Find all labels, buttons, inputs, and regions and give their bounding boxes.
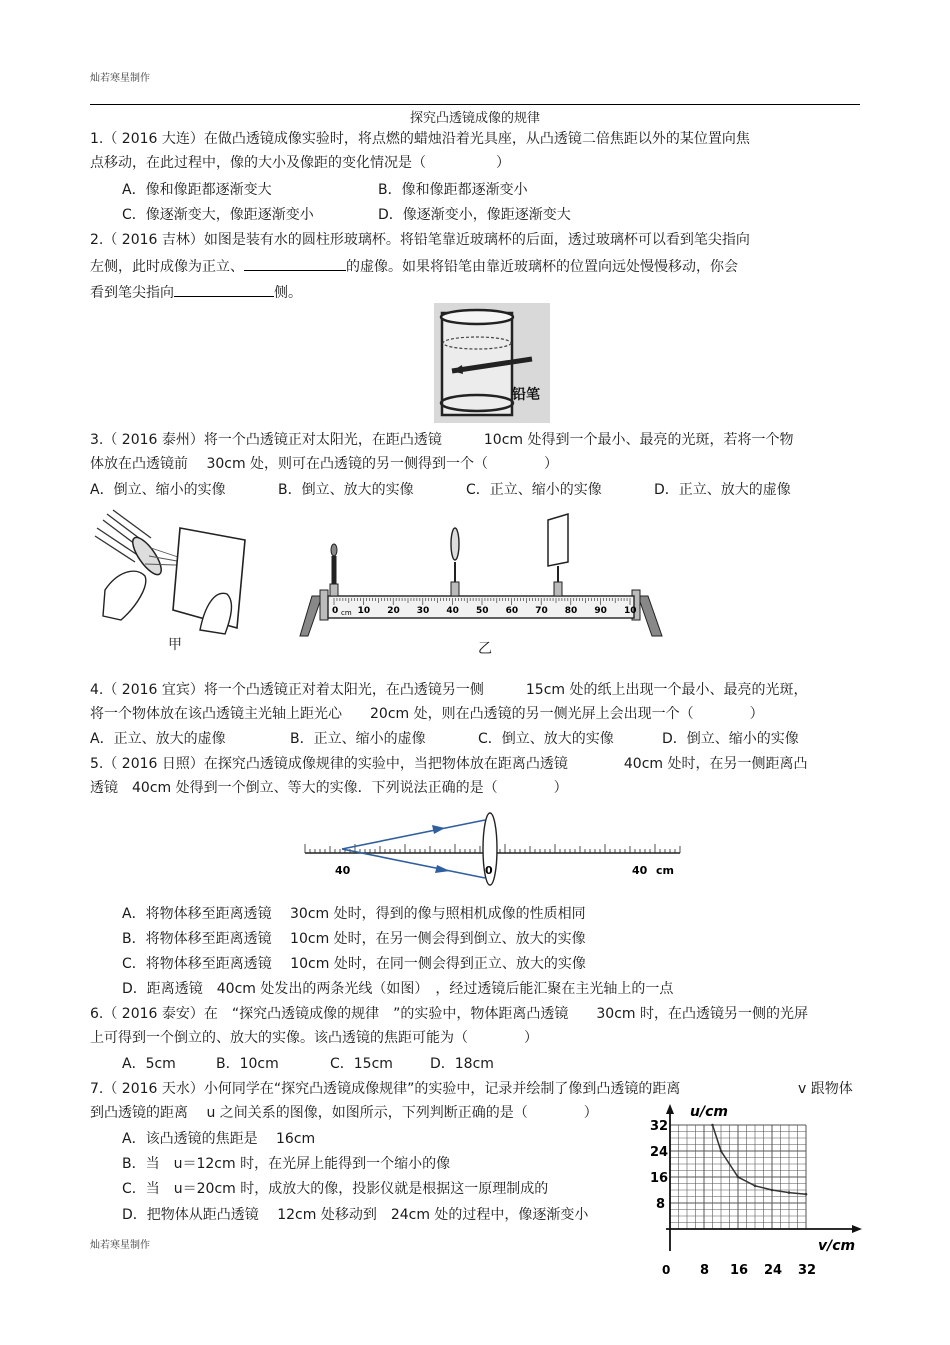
x-axis-arrow [852,1225,862,1233]
q2-line2-part2: 的虚像。如果将铅笔由靠近玻璃杯的位置向远处慢慢移动，你会 [346,259,738,275]
x-tick-label: 32 [798,1263,817,1278]
footer-brand: 灿若寒星制作 [90,1240,150,1251]
q6-stem-line1: 6.（ 2016 泰安）在 “探究凸透镜成像的规律 ”的实验中，物体距离凸透镜 30cm 时，在凸透镜另一侧的光屏 [90,1006,808,1022]
lens-ray-figure [300,808,685,884]
page-title: 探究凸透镜成像的规律 [409,111,540,126]
chart-ticks [650,1119,816,1278]
q7-option-c: C．当 u＝20cm 时，成放大的像，投影仪就是根据这一原理制成的 [122,1181,549,1197]
figure-caption-yi: 乙 [478,641,492,657]
bench-tick-label: 20 [387,606,400,616]
y-tick-label: 16 [650,1171,669,1186]
optical-bench-figure [300,512,670,640]
bench-tick-label: 90 [594,606,607,616]
q4-option-d: D．倒立、缩小的实像 [662,731,799,747]
ray-label-unit: cm [656,864,674,877]
bench-tick-label: 70 [535,606,548,616]
pencil-label: 铅笔 [512,387,540,403]
q2-line2-part1: 左侧，此时成像为正立、 [90,259,244,275]
q7-stem-line2: 到凸透镜的距离 u 之间关系的图像，如图所示，下列判断正确的是（ ） [90,1105,598,1121]
chart-points [711,1124,807,1196]
chart-ylabel: u/cm [690,1104,728,1120]
q4-stem-line1: 4.（ 2016 宜宾）将一个凸透镜正对着太阳光，在凸透镜另一侧 15cm 处的纸上出现一个最小、最亮的光斑， [90,682,808,698]
bench-tick-label: 10 [357,606,371,616]
q5-option-b: B．将物体移至距离透镜 10cm 处时，在另一侧会得到倒立、放大的实像 [122,931,586,947]
ray-arrow-upper [432,825,445,834]
q3-stem-line1: 3.（ 2016 泰州）将一个凸透镜正对太阳光，在距凸透镜 10cm 处得到一个最小、最亮的光斑，若将一个物 [90,432,794,448]
q6-option-b: B．10cm [216,1056,279,1072]
data-point [737,1176,740,1179]
data-point [720,1150,723,1153]
q2-stem-line1: 2.（ 2016 吉林）如图是装有水的圆柱形玻璃杯。将铅笔靠近玻璃杯的后面，透过玻璃杯可以看到笔尖指向 [90,232,750,248]
figure-caption-jia: 甲 [168,637,182,653]
q4-option-c: C．倒立、放大的实像 [478,731,614,747]
q3-option-d: D．正立、放大的虚像 [654,482,791,498]
y-tick-label: 32 [650,1119,669,1134]
data-point [771,1189,774,1192]
bench-tick-label: 50 [476,606,489,616]
q7-stem-line1-end: v 跟物体 [798,1081,853,1097]
y-axis-arrow [666,1104,674,1114]
q6-option-d: D．18cm [430,1056,494,1072]
q4-option-b: B．正立、缩小的虚像 [290,731,426,747]
q5-option-d: D．距离透镜 40cm 处发出的两条光线（如图） ，经过透镜后能汇聚在主光轴上的一点 [122,981,674,997]
q4-option-a: A．正立、放大的虚像 [90,731,226,747]
q3-option-b: B．倒立、放大的实像 [278,482,414,498]
y-tick-label: 24 [650,1145,669,1160]
q2-stem-line3 [90,282,302,302]
q5-option-a: A．将物体移至距离透镜 30cm 处时，得到的像与照相机成像的性质相同 [122,906,586,922]
bench-tick-label: 10 [624,606,637,616]
q2-stem-line2 [90,256,738,276]
q2-blank-1 [244,256,346,271]
ray-arrow-lower [435,865,450,873]
q1-option-b: B．像和像距都逐渐变小 [378,182,528,198]
uv-curve [713,1125,807,1194]
data-point [788,1191,791,1194]
q5-stem-line1: 5.（ 2016 日照）在探究凸透镜成像规律的实验中，当把物体放在距离凸透镜 40cm 处时，在另一侧距离凸 [90,756,808,772]
bench-tick-label: 80 [564,606,578,616]
glass-pencil-figure [434,303,550,423]
x-tick-label: 8 [700,1263,710,1278]
bench-tick-label: 40 [446,606,459,616]
sunlight-lens-figure [95,510,250,635]
data-point [711,1124,714,1127]
q1-stem-line2: 点移动，在此过程中，像的大小及像距的变化情况是（ ） [90,155,510,171]
chart-xlabel: v/cm [818,1238,856,1254]
q1-option-a: A．像和像距都逐渐变大 [122,182,272,198]
q1-option-c: C．像逐渐变大，像距逐渐变小 [122,207,314,223]
q4-stem-line2: 将一个物体放在该凸透镜主光轴上距光心 20cm 处，则在凸透镜的另一侧光屏上会出现一个（ ） [90,706,764,722]
q2-line3-part2: 侧。 [274,285,302,301]
q3-option-a: A．倒立、缩小的实像 [90,482,226,498]
q7-option-b: B．当 u＝12cm 时，在光屏上能得到一个缩小的像 [122,1156,451,1172]
q6-stem-line2: 上可得到一个倒立的、放大的实像。该凸透镜的焦距可能为（ ） [90,1030,538,1046]
q2-line3-part1: 看到笔尖指向 [90,285,174,301]
q5-stem-line2: 透镜 40cm 处得到一个倒立、等大的实像．下列说法正确的是（ ） [90,780,568,796]
header-rule [90,104,860,105]
q3-stem-line2: 体放在凸透镜前 30cm 处，则可在凸透镜的另一侧得到一个（ ） [90,456,559,472]
q2-blank-2 [174,282,274,297]
ray-label-right: 40 [632,864,648,877]
q3-option-c: C．正立、缩小的实像 [466,482,602,498]
q7-stem-line1: 7.（ 2016 天水）小何同学在“探究凸透镜成像规律”的实验中，记录并绘制了像到凸透镜的距离 [90,1081,681,1097]
uv-chart [640,1102,870,1282]
q5-option-c: C．将物体移至距离透镜 10cm 处时，在同一侧会得到正立、放大的实像 [122,956,586,972]
q6-option-a: A．5cm [122,1056,176,1072]
y-tick-label: 8 [656,1197,666,1212]
q1-option-d: D．像逐渐变小，像距逐渐变大 [378,207,571,223]
q7-option-a: A．该凸透镜的焦距是 16cm [122,1131,316,1147]
bench-tick-label: 30 [416,606,430,616]
bench-unit-label: cm [341,609,352,617]
bench-tick-label: 0 [332,606,339,616]
ray-label-mid: 0 [485,864,493,877]
chart-origin: 0 [662,1263,671,1277]
ray-label-left: 40 [335,864,351,877]
data-point [805,1193,808,1196]
q1-stem-line1: 1.（ 2016 大连）在做凸透镜成像实验时，将点燃的蜡烛沿着光具座，从凸透镜二倍焦距以外的某位置向焦 [90,131,750,147]
x-tick-label: 16 [730,1263,749,1278]
header-brand: 灿若寒星制作 [90,73,150,84]
q6-option-c: C．15cm [330,1056,393,1072]
bench-tick-label: 60 [505,606,519,616]
q7-option-d: D．把物体从距凸透镜 12cm 处移动到 24cm 处的过程中，像逐渐变小 [122,1207,589,1223]
data-point [754,1184,757,1187]
x-tick-label: 24 [764,1263,783,1278]
